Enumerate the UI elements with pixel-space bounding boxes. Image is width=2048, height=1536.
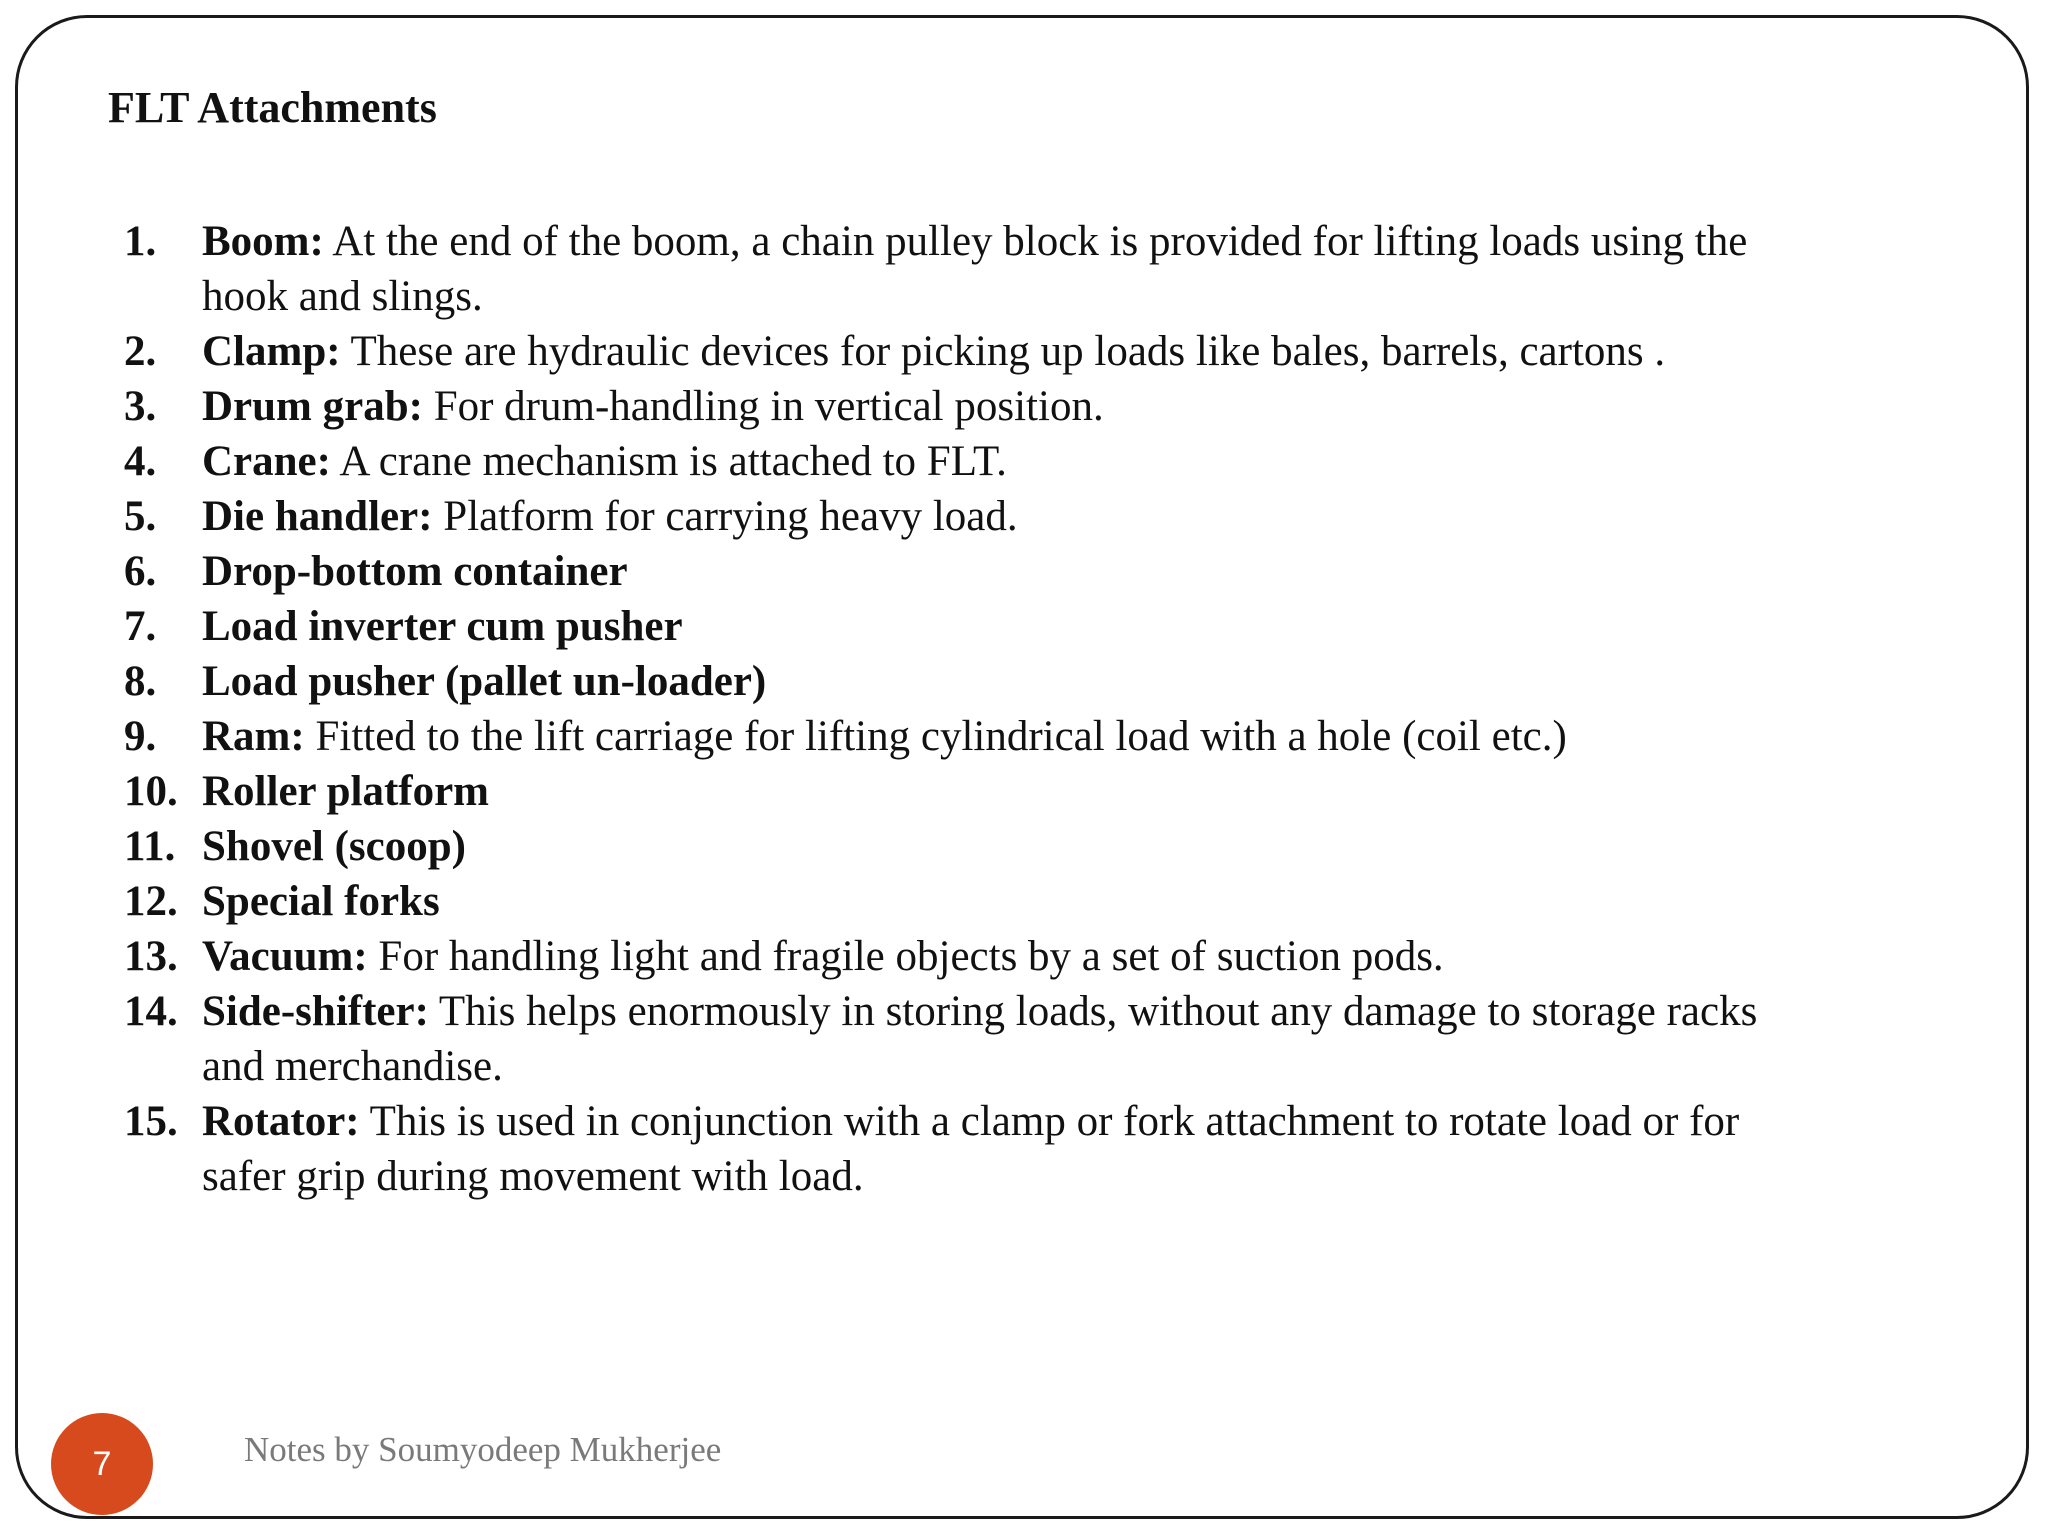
item-description: These are hydraulic devices for picking up loads like bales, barrels, cartons . — [340, 328, 1666, 375]
item-number: 5. — [124, 493, 157, 540]
item-term: Ram: — [202, 713, 305, 760]
item-number: 6. — [124, 548, 157, 595]
item-term: Drum grab: — [202, 383, 423, 430]
list-item — [124, 324, 1824, 379]
item-number: 13. — [124, 933, 178, 980]
item-description: This is used in conjunction with a clamp or fork attachment to rotate load or for safer grip during movement with load. — [202, 1098, 1740, 1200]
item-term: Die handler: — [202, 493, 433, 540]
list-item — [124, 214, 1824, 324]
list-item — [124, 544, 1824, 599]
list-item — [124, 709, 1824, 764]
item-description: Fitted to the lift carriage for lifting cylindrical load with a hole (coil etc.) — [304, 713, 1567, 760]
item-description: This helps enormously in storing loads, without any damage to storage racks and merchandise. — [202, 988, 1758, 1090]
attachments-list — [124, 214, 1824, 1204]
item-number: 14. — [124, 988, 178, 1035]
item-term: Shovel (scoop) — [202, 823, 466, 870]
item-number: 3. — [124, 383, 157, 430]
item-number: 11. — [124, 823, 176, 870]
item-description: For handling light and fragile objects by a set of suction pods. — [367, 933, 1444, 980]
list-item — [124, 874, 1824, 929]
item-term: Load pusher (pallet un-loader) — [202, 658, 767, 705]
item-term: Roller platform — [202, 768, 489, 815]
item-description: For drum-handling in vertical position. — [422, 383, 1104, 430]
list-item — [124, 1094, 1824, 1204]
slide — [15, 15, 2029, 1519]
list-item — [124, 819, 1824, 874]
item-term: Rotator: — [202, 1098, 360, 1145]
item-term: Drop-bottom container — [202, 548, 628, 595]
list-item — [124, 984, 1824, 1094]
item-term: Side-shifter: — [202, 988, 429, 1035]
item-number: 2. — [124, 328, 157, 375]
footer-note: Notes by Soumyodeep Mukherjee — [244, 1430, 722, 1469]
item-number: 15. — [124, 1098, 178, 1145]
item-number: 7. — [124, 603, 157, 650]
item-number: 4. — [124, 438, 157, 485]
slide-title: FLT Attachments — [108, 83, 437, 132]
item-term: Crane: — [202, 438, 331, 485]
list-item — [124, 379, 1824, 434]
item-term: Boom: — [202, 218, 324, 265]
item-number: 9. — [124, 713, 157, 760]
item-term: Vacuum: — [202, 933, 368, 980]
item-description: Platform for carrying heavy load. — [432, 493, 1018, 540]
item-description: A crane mechanism is attached to FLT. — [330, 438, 1007, 485]
list-item — [124, 764, 1824, 819]
page-number-badge: 7 — [51, 1413, 153, 1515]
item-number: 10. — [124, 768, 178, 815]
item-number: 12. — [124, 878, 178, 925]
item-description: At the end of the boom, a chain pulley block is provided for lifting loads using the hook and slings. — [202, 218, 1748, 320]
list-item — [124, 434, 1824, 489]
list-item — [124, 599, 1824, 654]
item-term: Special forks — [202, 878, 440, 925]
list-item — [124, 489, 1824, 544]
item-number: 8. — [124, 658, 157, 705]
list-item — [124, 654, 1824, 709]
item-term: Load inverter cum pusher — [202, 603, 683, 650]
item-term: Clamp: — [202, 328, 341, 375]
list-item — [124, 929, 1824, 984]
item-number: 1. — [124, 218, 157, 265]
